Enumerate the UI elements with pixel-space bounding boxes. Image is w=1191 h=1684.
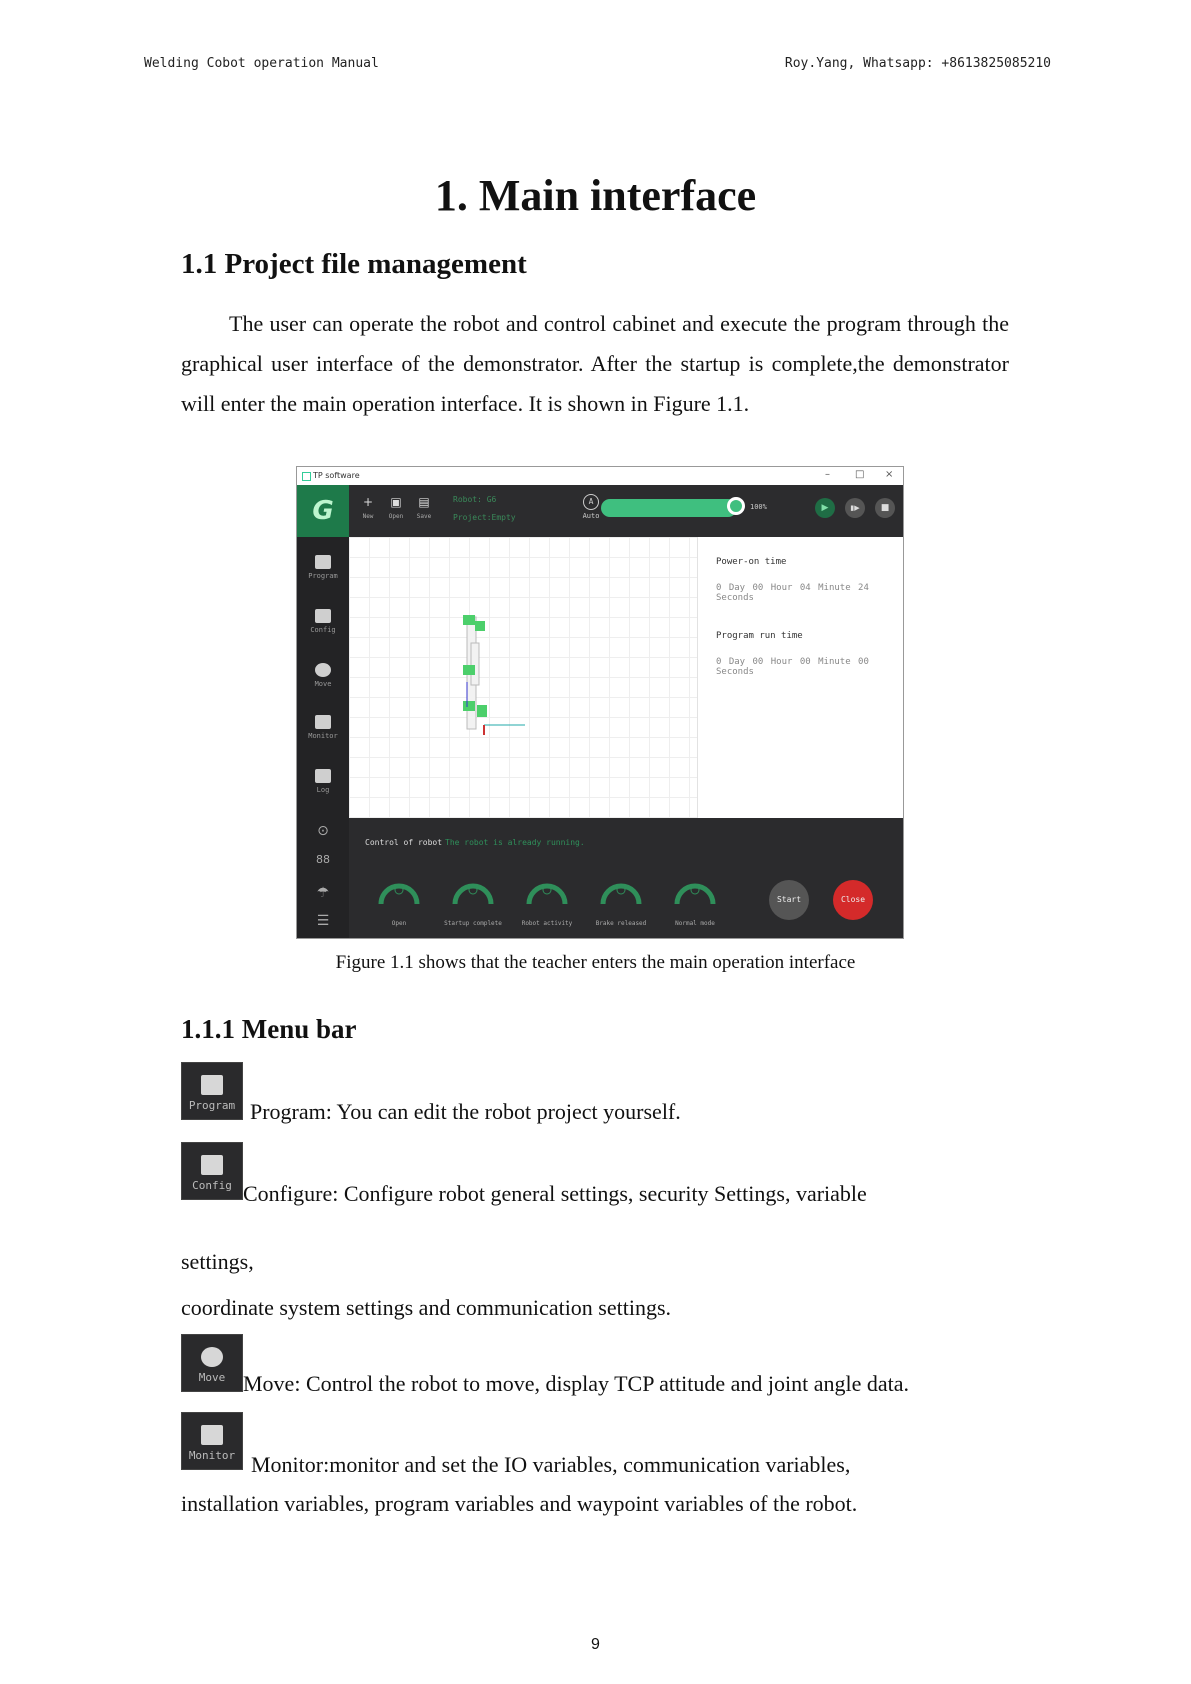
app-icon bbox=[302, 472, 311, 481]
step-button[interactable]: ▮▶ bbox=[845, 498, 865, 518]
move-icon bbox=[315, 663, 331, 677]
robot-arm bbox=[463, 615, 525, 735]
menu-config-cont2: coordinate system settings and communication settings. bbox=[181, 1295, 672, 1320]
menu-program-icon: Program bbox=[181, 1062, 243, 1120]
run-time-value: 0 Day 00 Hour 00 Minute 00 Seconds bbox=[716, 657, 869, 677]
sidebar-item-config[interactable]: Config bbox=[297, 609, 349, 634]
info-panel bbox=[697, 537, 904, 818]
stop-button[interactable]: ■ bbox=[875, 498, 895, 518]
menu-monitor-icon: Monitor bbox=[181, 1412, 243, 1470]
control-panel bbox=[349, 818, 903, 938]
auto-mode-button[interactable]: A Auto bbox=[580, 494, 602, 520]
control-label: Control of robot bbox=[365, 838, 443, 847]
open-button[interactable]: ▣ Open bbox=[388, 495, 404, 520]
menu-config-text: Configure: Configure robot general settings, security Settings, variable bbox=[243, 1181, 867, 1206]
minimize-icon[interactable]: – bbox=[825, 469, 830, 480]
menu-monitor-text: Monitor:monitor and set the IO variables, communication variables, bbox=[251, 1452, 851, 1477]
status-gauge-normal bbox=[673, 870, 717, 910]
gauge-label-brake: Brake released bbox=[595, 920, 647, 927]
close-window-icon[interactable]: × bbox=[885, 469, 894, 480]
config-icon bbox=[315, 609, 331, 623]
program-icon bbox=[315, 555, 331, 569]
sidebar-item-move[interactable]: Move bbox=[297, 663, 349, 688]
sidebar bbox=[297, 485, 349, 938]
robot-model bbox=[349, 537, 697, 818]
gauge-label-open: Open bbox=[391, 920, 407, 927]
status-gauge-activity bbox=[525, 870, 569, 910]
sidebar-item-program[interactable]: Program bbox=[297, 555, 349, 580]
speed-value: 100% bbox=[750, 503, 767, 511]
robot-name: Robot: G6 bbox=[453, 495, 497, 504]
section-heading: 1.1 Project file management bbox=[181, 248, 527, 280]
auto-icon: A bbox=[583, 494, 599, 510]
intro-paragraph bbox=[181, 304, 1009, 424]
toolbar bbox=[349, 485, 903, 537]
plus-icon: + bbox=[362, 495, 374, 509]
start-button[interactable]: Start bbox=[769, 880, 809, 920]
log-icon bbox=[315, 769, 331, 783]
gauge-label-startup: Startup complete bbox=[444, 920, 502, 927]
window-title: TP software bbox=[313, 471, 360, 480]
page-title: 1. Main interface bbox=[434, 171, 757, 220]
maximize-icon[interactable]: □ bbox=[855, 469, 865, 480]
menu-program-text: Program: You can edit the robot project yourself. bbox=[250, 1099, 681, 1124]
page-header-right: Roy.Yang, Whatsapp: +8613825085210 bbox=[784, 56, 1051, 71]
run-time-label: Program run time bbox=[716, 631, 803, 641]
gauge-label-activity: Robot activity bbox=[521, 920, 573, 927]
save-button[interactable]: ▤ Save bbox=[416, 495, 432, 520]
sidebar-item-log[interactable]: Log bbox=[297, 769, 349, 794]
open-icon: ▣ bbox=[390, 495, 402, 509]
user-icon[interactable]: ☂ bbox=[316, 885, 330, 901]
new-button[interactable]: + New bbox=[362, 495, 374, 520]
robot-3d-view[interactable] bbox=[349, 537, 697, 818]
menu-config-icon: Config bbox=[181, 1142, 243, 1200]
save-icon: ▤ bbox=[418, 495, 430, 509]
status-gauge-brake bbox=[599, 870, 643, 910]
subsection-heading: 1.1.1 Menu bar bbox=[181, 1014, 357, 1044]
play-button[interactable]: ▶ bbox=[815, 498, 835, 518]
control-status: The robot is already running. bbox=[445, 838, 585, 847]
menu-move-text: Move: Control the robot to move, display TCP attitude and joint angle data. bbox=[243, 1371, 910, 1396]
menu-monitor-cont: installation variables, program variables and waypoint variables of the robot. bbox=[181, 1491, 858, 1516]
intro-text: The user can operate the robot and control cabinet and execute the program through the graphical user interface of the demonstrator. After the startup is complete,the demonstrator will enter the main operation interface. It is shown in Figure 1.1. bbox=[181, 311, 1009, 416]
monitor-icon bbox=[315, 715, 331, 729]
project-name: Project:Empty bbox=[453, 513, 516, 522]
apps-icon[interactable]: 88 bbox=[316, 853, 330, 866]
power-on-value: 0 Day 00 Hour 04 Minute 24 Seconds bbox=[716, 583, 869, 603]
menu-config-cont1: settings, bbox=[181, 1249, 254, 1274]
menu-move-icon: Move bbox=[181, 1334, 243, 1392]
speed-slider-handle[interactable] bbox=[727, 497, 745, 515]
status-gauge-startup bbox=[451, 870, 495, 910]
figure-caption: Figure 1.1 shows that the teacher enters the main operation interface bbox=[335, 952, 856, 973]
close-button[interactable]: Close bbox=[833, 880, 873, 920]
page-header-left: Welding Cobot operation Manual bbox=[144, 56, 379, 71]
help-icon[interactable]: ⊙ bbox=[317, 823, 329, 839]
sidebar-item-monitor[interactable]: Monitor bbox=[297, 715, 349, 740]
power-on-label: Power-on time bbox=[716, 557, 787, 567]
window-titlebar bbox=[297, 467, 903, 485]
page-number: 9 bbox=[591, 1636, 600, 1653]
speed-slider[interactable] bbox=[601, 499, 737, 517]
logo: G bbox=[297, 485, 349, 537]
menu-icon[interactable]: ☰ bbox=[316, 913, 330, 929]
status-gauge-open bbox=[377, 870, 421, 910]
figure-screenshot bbox=[296, 466, 904, 939]
gauge-label-normal: Normal mode bbox=[675, 920, 715, 927]
